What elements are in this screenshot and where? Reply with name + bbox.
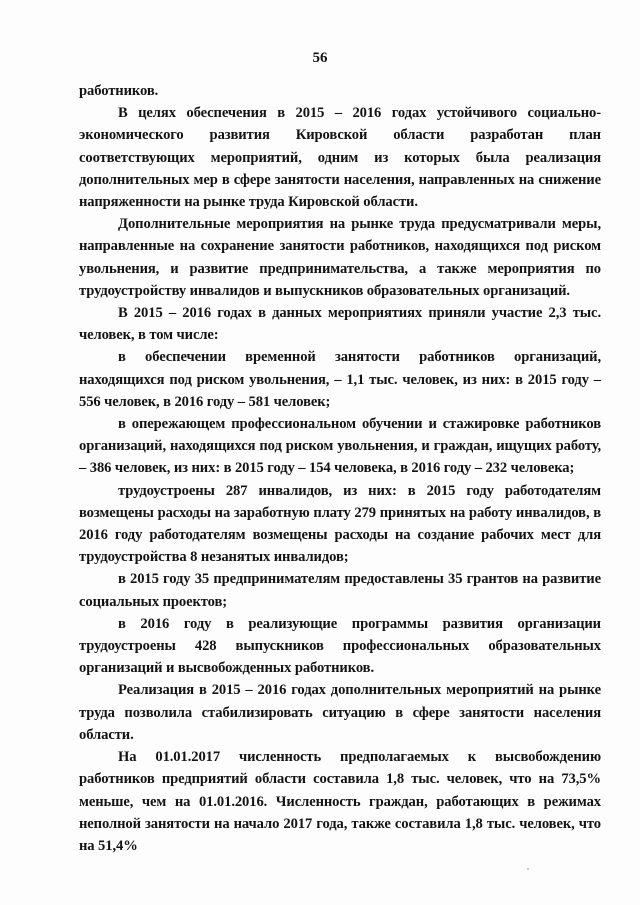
paragraph-stabilization: Реализация в 2015 – 2016 годах дополнительных мероприятий на рынке труда позволила стабилизировать ситуацию в сфере занятости населения области. xyxy=(79,682,601,743)
paragraph-additional-measures: Дополнительные мероприятия на рынке труда предусматривали меры, направленные на сохранение занятости работников, находящихся под риском увольнения, и развитие предпринимательства, а также мероприятия по трудоустройству инвалидов и выпускников образовательных организаций. xyxy=(79,216,601,299)
paragraph-participants: В 2015 – 2016 годах в данных мероприятиях приняли участие 2,3 тыс. человек, в том числе: xyxy=(79,305,601,344)
document-body xyxy=(79,80,601,857)
paragraph-advanced-training: в опережающем профессиональном обучении и стажировке работников организаций, находящихся под риском увольнения, и граждан, ищущих работу, – 386 человек, из них: в 2015 году – 154 человека, в 2016 году – 232 человека; xyxy=(79,416,601,477)
paragraph-statistics: На 01.01.2017 численность предполагаемых к высвобождению работников предприятий области составила 1,8 тыс. человек, что на 73,5% меньше, чем на 01.01.2016. Численность граждан, работающих в режимах неполной занятости на начало 2017 года, также составила 1,8 тыс. человек, что на 51,4% xyxy=(79,749,601,854)
paragraph-plan-measures: В целях обеспечения в 2015 – 2016 годах устойчивого социально-экономического развития Кировской области разработан план соответствующих мероприятий, одним из которых была реализация дополнительных мер в сфере занятости населения, направленных на снижение напряженности на рынке труда Кировской области. xyxy=(79,105,601,211)
page-number: 56 xyxy=(312,50,328,66)
paragraph-grants: в 2015 году 35 предпринимателям предоставлены 35 грантов на развитие социальных проектов; xyxy=(79,571,601,610)
paragraph-continuation: работников. xyxy=(79,83,159,99)
paragraph-disabled-employment: трудоустроены 287 инвалидов, из них: в 2015 году работодателям возмещены расходы на заработную плату 279 принятых на работу инвалидов, в 2016 году работодателям возмещены расходы на создание рабочих мест для трудоустройства 8 незанятых инвалидов; xyxy=(79,482,601,566)
scan-speck xyxy=(527,868,529,870)
paragraph-graduates: в 2016 году в реализующие программы развития организации трудоустроены 428 выпускников профессиональных образовательных организаций и высвобожденных работников. xyxy=(79,615,601,677)
paragraph-temporary-employment: в обеспечении временной занятости работников организаций, находящихся под риском увольнения, – 1,1 тыс. человек, из них: в 2015 году – 556 человек, в 2016 году – 581 человек; xyxy=(79,349,601,410)
